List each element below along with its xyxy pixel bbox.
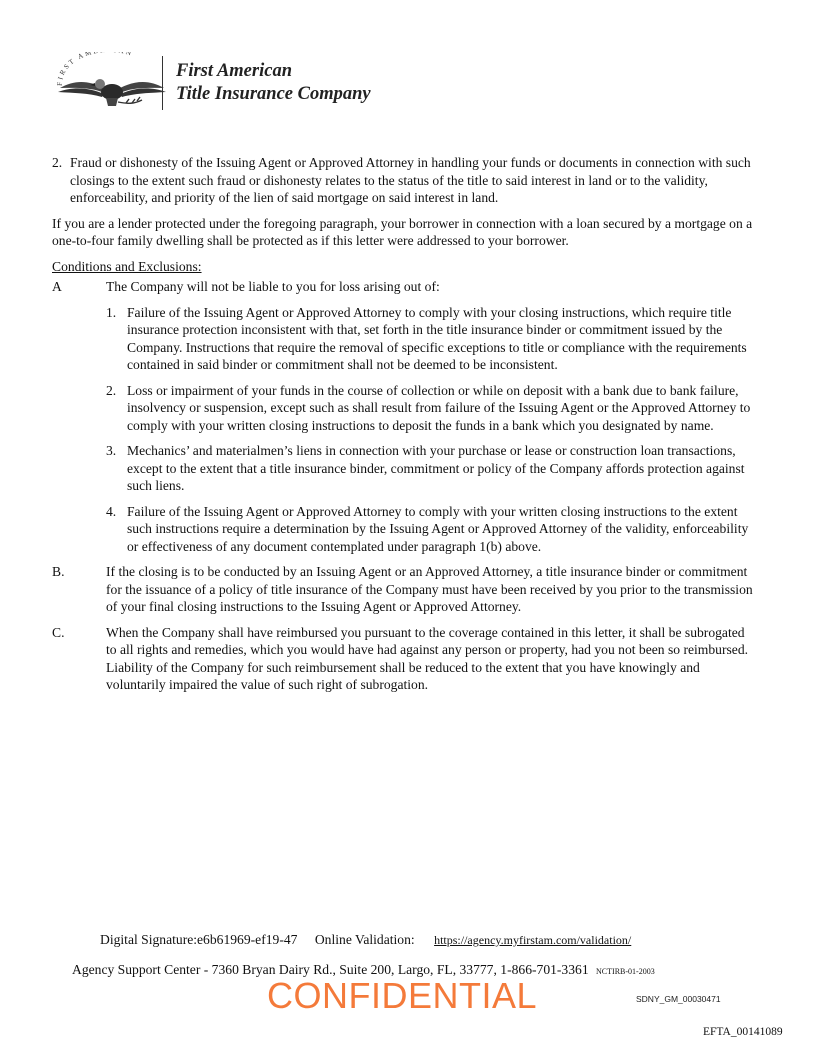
coverage-item-2 (52, 154, 756, 207)
condition-c (52, 624, 756, 694)
coverage-item-2-text: Fraud or dishonesty of the Issuing Agent or Approved Attorney in handling your funds or documents in connection with such closings to the extent such fraud or dishonesty relates to the status of the title to said interest in land or to the validity, enforceability, and priority of the lien of said mortgage on said interest in land. (70, 155, 751, 205)
digital-signature: Digital Signature:e6b61969-ef19-47 (100, 932, 298, 947)
company-name (176, 60, 371, 106)
validation-link[interactable]: https://agency.myfirstam.com/validation/ (434, 933, 632, 947)
sub-item-text: Failure of the Issuing Agent or Approved Attorney to comply with your written closing instructions to the extent such instructions require a determination by the Issuing Agent or Approved Attorney of the validity, enforceability or effectiveness of any document contemplated under paragraph 1(b) above. (127, 503, 749, 554)
sub-item (106, 304, 756, 374)
sub-item (106, 442, 756, 495)
sub-item-label: 2. (106, 382, 117, 398)
sub-item-text: Failure of the Issuing Agent or Approved Attorney to comply with your closing instructions, which require title insurance protection inconsistent with that, set forth in the title insurance binder or commitment issued by the Company. Instructions that require the removal of specific exceptions to title or compliance with the requirements contained in said binder or commitment shall not be deemed to be inconsistent. (127, 304, 747, 372)
svg-text:FIRST AMERICAN (56, 52, 134, 86)
lender-paragraph: If you are a lender protected under the foregoing paragraph, your borrower in connection with a loan secured by a mortgage on a one-to-four family dwelling shall be protected as if this letter were addressed to your borrower. (52, 215, 753, 248)
online-validation-label: Online Validation: (314, 932, 415, 947)
coverage-item-2-label: 2. (52, 155, 63, 170)
sub-item-text: Loss or impairment of your funds in the course of collection or while on deposit with a bank due to bank failure, insolvency or suspension, except such as shall result from failure of the Issuing Agent or the Approved Attorney to comply with your written closing instructions to deposit the funds in a bank which you designated by name. (127, 382, 751, 433)
condition-a-text: The Company will not be liable to you for loss arising out of: (106, 279, 440, 294)
sub-item-label: 3. (106, 443, 117, 458)
section-heading: Conditions and Exclusions: (52, 258, 202, 274)
efta-number: EFTA_00141089 (703, 1026, 783, 1038)
sub-item (106, 382, 756, 435)
logo-divider (162, 56, 163, 110)
condition-c-text: When the Company shall have reimbursed you pursuant to the coverage contained in this letter, it shall be subrogated to all rights and remedies, which you would have had against any person or property, had you not been so reimbursed. Liability of the Company for such reimbursement shall be reduced to the extent that you have knowingly and voluntarily impaired the value of such right of subrogation. (106, 624, 749, 692)
form-code: NCTIRB-01-2003 (596, 967, 655, 976)
condition-a-label: A (52, 279, 62, 294)
condition-b (52, 563, 756, 616)
bates-number: SDNY_GM_00030471 (636, 994, 721, 1004)
sub-item (106, 503, 756, 556)
support-center-address: Agency Support Center - 7360 Bryan Dairy Rd., Suite 200, Largo, FL, 33777, 1-866-701-3361 (72, 962, 589, 977)
condition-b-label: B. (52, 564, 65, 579)
condition-b-text: If the closing is to be conducted by an Issuing Agent or an Approved Attorney, a title insurance binder or commitment for the issuance of a policy of title insurance of the Company must have been received by you prior to the transmission of your final closing instructions to the Issuing Agent or Approved Attorney. (106, 564, 753, 614)
condition-c-label: C. (52, 624, 65, 640)
sub-item-text: Mechanics’ and materialmen’s liens in connection with your purchase or lease or construction loan transactions, except to the extent that a title insurance binder, commitment or policy of the Company affords protection against such liens. (127, 443, 745, 493)
confidential-stamp: CONFIDENTIAL (267, 975, 538, 1016)
eagle-icon (52, 52, 172, 114)
condition-a (52, 278, 756, 296)
eagle-logo (52, 52, 172, 114)
signature-line (100, 931, 631, 949)
sub-item-label: 4. (106, 503, 117, 519)
sub-item-label: 1. (106, 304, 117, 320)
company-name-line2: Title Insurance Company (176, 84, 371, 104)
company-name-line1: First American (176, 61, 292, 81)
logo-arc-text: FIRST AM N (55, 52, 135, 87)
letter-body (52, 154, 756, 702)
